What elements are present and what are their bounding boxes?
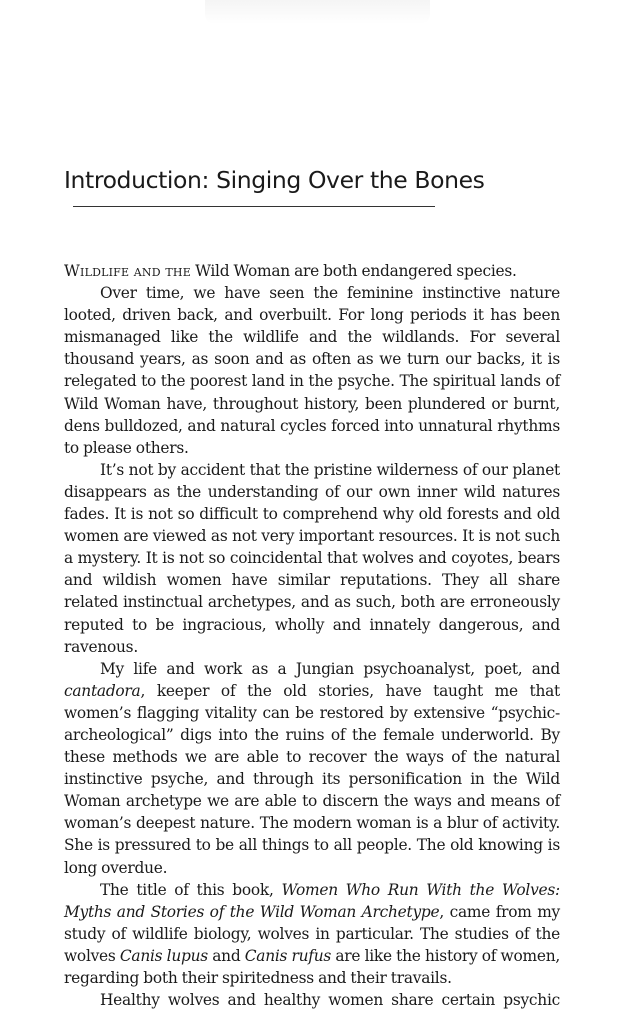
page-edge-shadow xyxy=(205,0,430,24)
paragraph-3: It’s not by accident that the pristine wilderness of our planet disappears as the understanding of our own inner wild natures fades. It is not so difficult to comprehend why old forests and old women are viewed as not very important resources. It is not such a mystery. It is not so coincidental that wolves and coyotes, bears and wildish women have similar reputations. They all share related instinctual archetypes, and as such, both are erroneously reputed to be ingracious, wholly and innately dangerous, and ravenous. xyxy=(64,460,560,656)
italic-term: cantadora xyxy=(64,681,141,700)
small-caps-lead: Wildlife and the xyxy=(64,262,191,280)
book-title: Women Who Run With the Wolves: Myths and Stories of the Wild Woman Archetype xyxy=(64,880,560,921)
paragraph-text: are like the history of women, regarding both their spiritedness and their travails. xyxy=(64,946,561,987)
paragraph-6: Healthy wolves and healthy women share certain psychic xyxy=(100,991,560,1010)
paragraph-2: Over time, we have seen the feminine instinctive nature looted, driven back, and overbuilt. For long periods it has been mismanaged like the wildlife and the wildlands. For several thousand years, as soon and as often as we turn our backs, it is relegated to the poorest land in the psyche. The spiritual lands of Wild Woman have, throughout history, been plundered or burnt, dens bulldozed, and natural cycles forced into unnatural rhythms to please others. xyxy=(64,284,560,457)
paragraph-1 xyxy=(64,260,560,282)
paragraph-text: , came from my study of wildlife biology, wolves in particular. The studies of the wolves xyxy=(64,902,560,965)
paragraph-text: The title of this book, xyxy=(100,880,282,899)
paragraph-text: My life and work as a Jungian psychoanalyst, poet, and xyxy=(100,659,560,678)
paragraph-text: and xyxy=(207,946,245,965)
paragraph-text: Wild Woman are both endangered species. xyxy=(190,262,517,280)
chapter-title: Introduction: Singing Over the Bones xyxy=(64,166,485,194)
title-underline-rule xyxy=(73,206,435,207)
paragraph-4 xyxy=(64,658,560,879)
paragraph-5 xyxy=(64,879,560,989)
species-name: Canis rufus xyxy=(244,946,332,965)
paragraph-text: , keeper of the old stories, have taught me that women’s flagging vitality can be restored by extensive “psychic-archeological” digs into the ruins of the female underworld. By these methods we are able to recover the ways of the natural instinctive psyche, and through its personification in the Wild Woman archetype we are able to discern the ways and means of woman’s deepest nature. The modern woman is a blur of activity. She is pressured to be all things to all people. The old knowing is long overdue. xyxy=(64,681,560,877)
species-name: Canis lupus xyxy=(119,946,208,965)
body-text xyxy=(64,260,560,1011)
